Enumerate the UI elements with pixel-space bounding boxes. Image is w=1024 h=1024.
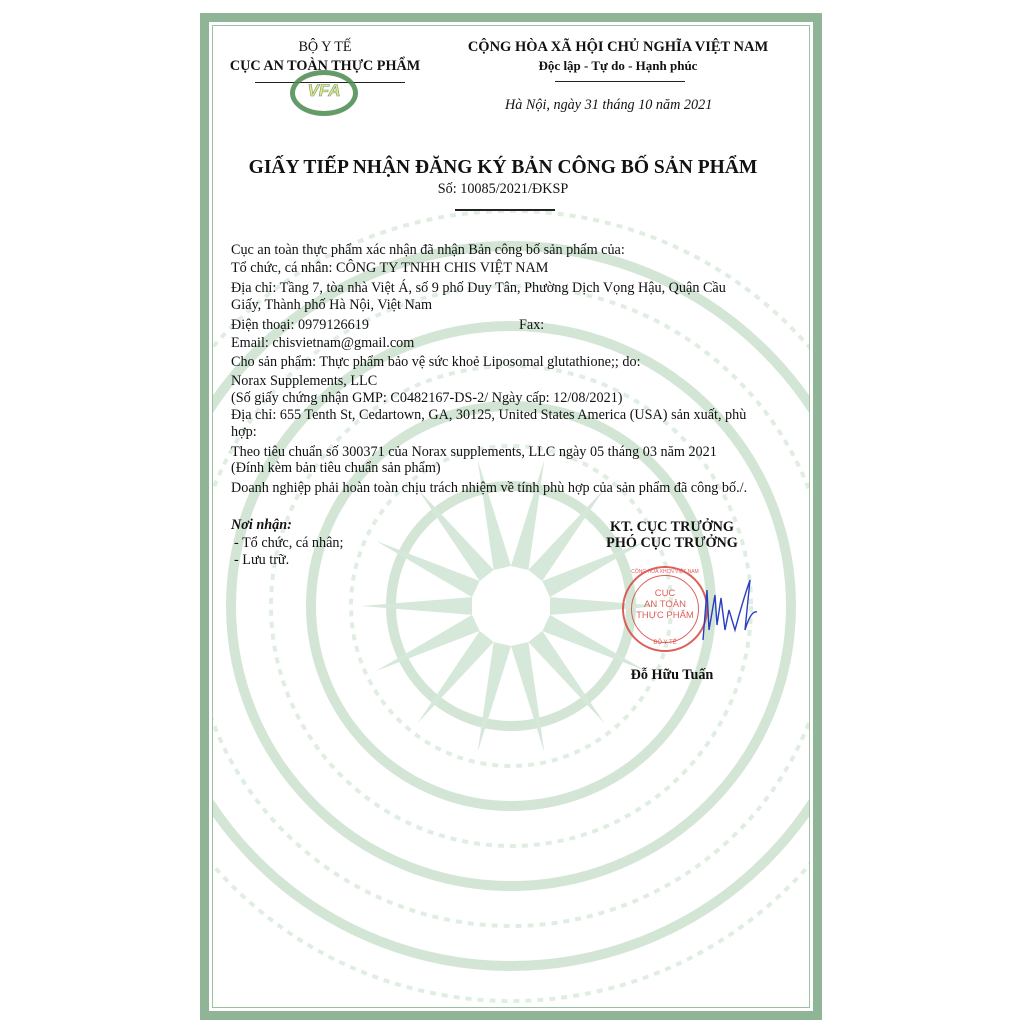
manufacturer-address-1: Địa chỉ: 655 Tenth St, Cedartown, GA, 30125, United States America (USA) sản xuất, phù xyxy=(231,407,747,423)
organization: Tổ chức, cá nhân: CÔNG TY TNHH CHIS VIỆT NAM xyxy=(231,260,549,276)
stamp-line: AN TOÀN xyxy=(644,599,686,610)
document-number: Số: 10085/2021/ĐKSP xyxy=(437,181,569,197)
stamp-ring-top: CỘNG HÒA XHCN VIỆT NAM xyxy=(631,569,699,575)
nation-title: CỘNG HÒA XÃ HỘI CHỦ NGHĨA VIỆT NAM xyxy=(467,39,769,55)
product: Cho sản phẩm: Thực phẩm bảo vệ sức khoẻ Liposomal glutathione;; do: xyxy=(231,354,641,370)
fax: Fax: xyxy=(519,317,545,333)
recipients-label: Nơi nhận: xyxy=(231,517,292,533)
manufacturer-address-2: hợp: xyxy=(231,424,257,440)
signature-mark xyxy=(695,570,765,650)
phone: Điện thoại: 0979126619 xyxy=(231,317,369,333)
header-right-rule xyxy=(555,81,685,82)
address-line-2: Giấy, Thành phố Hà Nội, Việt Nam xyxy=(231,297,433,313)
recipient-item: - Lưu trữ. xyxy=(234,552,290,568)
responsibility-statement: Doanh nghiệp phải hoàn toàn chịu trách nhiệm về tính phù hợp của sản phẩm đã công bố./. xyxy=(231,480,748,496)
recipient-item: - Tổ chức, cá nhân; xyxy=(234,535,344,551)
attachment-note: (Đính kèm bản tiêu chuẩn sản phẩm) xyxy=(231,460,441,476)
issue-date: Hà Nội, ngày 31 tháng 10 năm 2021 xyxy=(505,97,713,113)
gmp-certificate: (Số giấy chứng nhận GMP: C0482167-DS-2/ Ngày cấp: 12/08/2021) xyxy=(231,390,623,406)
stamp-center-text xyxy=(624,588,706,621)
document-title: GIẤY TIẾP NHẬN ĐĂNG KÝ BẢN CÔNG BỐ SẢN PHẨM xyxy=(248,157,758,178)
signer-title-2: PHÓ CỤC TRƯỞNG xyxy=(606,535,738,551)
intro-text: Cục an toàn thực phẩm xác nhận đã nhận Bản công bố sản phẩm của: xyxy=(231,242,625,258)
signer-title-1: KT. CỤC TRƯỞNG xyxy=(610,519,734,535)
standard: Theo tiêu chuẩn số 300371 của Norax supplements, LLC ngày 05 tháng 03 năm 2021 xyxy=(231,444,717,460)
email: Email: chisvietnam@gmail.com xyxy=(231,335,415,351)
vfa-logo-text: VFA xyxy=(307,81,341,100)
address-line-1: Địa chỉ: Tầng 7, tòa nhà Việt Á, số 9 phố Duy Tân, Phường Dịch Vọng Hậu, Quận Cầu xyxy=(231,280,726,296)
manufacturer: Norax Supplements, LLC xyxy=(231,373,378,389)
vfa-logo xyxy=(290,70,358,116)
stamp-line: CỤC xyxy=(654,588,676,599)
agency-name: CỤC AN TOÀN THỰC PHẨM xyxy=(229,58,421,74)
signer-name: Đỗ Hữu Tuấn xyxy=(630,667,714,683)
title-rule xyxy=(455,209,555,211)
stamp-ring-bottom: BỘ Y TẾ xyxy=(653,640,677,646)
ministry-name: BỘ Y TẾ xyxy=(298,39,352,55)
stamp-line: THỰC PHẨM xyxy=(636,610,694,621)
national-motto: Độc lập - Tự do - Hạnh phúc xyxy=(538,58,698,73)
